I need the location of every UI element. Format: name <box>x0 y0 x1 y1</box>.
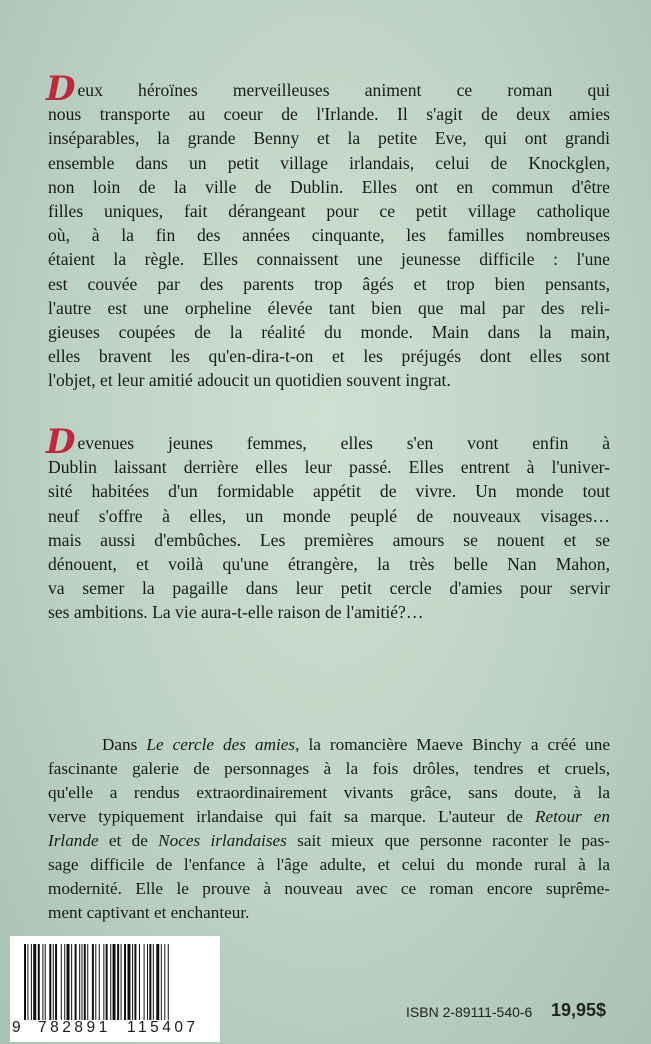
barcode-bar <box>79 944 80 1020</box>
paragraph-line: nous transporte au coeur de l'Irlande. Il s'agit de deux amies <box>48 104 610 125</box>
paragraph-line: gieuses coupées de la réalité du monde. Main dans la main, <box>48 322 610 343</box>
paragraph-line: non loin de la ville de Dublin. Elles ont en commun d'être <box>48 176 610 197</box>
paragraph-line <box>46 422 610 462</box>
line-text: evenues jeunes femmes, elles s'en vont enfin à <box>77 433 610 453</box>
paragraph-line <box>48 805 610 829</box>
barcode-bar <box>124 944 126 1020</box>
price-label: 19,95$ <box>551 1000 607 1020</box>
barcode-bar <box>31 944 32 1020</box>
paragraph-line: modernité. Elle le prouve à nouveau avec ce roman encore suprême- <box>48 879 610 898</box>
book-title: Noces irlandaises <box>158 831 287 850</box>
second-paragraph <box>46 422 610 625</box>
barcode-bar <box>113 944 116 1020</box>
line-text: et de <box>98 831 159 850</box>
paragraph-line: fascinante galerie de personnages à la fois drôles, tendres et cruels, <box>48 759 610 778</box>
paragraph-line: dénouent, et voilà qu'une étrangère, la très belle Nan Mahon, <box>48 554 610 575</box>
barcode-bar <box>61 944 62 1020</box>
paragraph-line: sage difficile de l'enfance à l'âge adulte, et celui du monde rural à la <box>48 855 610 874</box>
barcode-bar <box>121 944 122 1020</box>
paragraph-line: ment captivant et enchanteur. <box>48 903 250 922</box>
paragraph-line: inséparables, la grande Benny et la petite Eve, qui ont grandi <box>48 128 610 149</box>
line-text: eux héroïnes merveilleuses animent ce roman qui <box>77 80 610 100</box>
barcode-bar <box>84 944 86 1020</box>
barcode-bar <box>92 944 94 1020</box>
intro-paragraph <box>46 69 610 393</box>
barcode-bar <box>164 944 165 1020</box>
paragraph-line: sité habitées d'un formidable appétit de vivre. Un monde tout <box>48 481 610 502</box>
paragraph-line <box>48 733 610 757</box>
barcode-bar <box>134 944 136 1020</box>
barcode-bar <box>38 944 40 1020</box>
barcode-bar <box>82 944 83 1020</box>
barcode-bar <box>132 944 133 1020</box>
line-text: verve typiquement irlandaise qui fait sa marque. L'auteur de <box>48 807 535 826</box>
barcode-bar <box>110 944 111 1020</box>
barcode-bar <box>168 944 169 1020</box>
paragraph-line: neuf s'offre à elles, un monde peuplé de nouveaux visages… <box>48 505 610 526</box>
barcode-digits-right: 115407 <box>127 1019 199 1036</box>
barcode-bar <box>106 944 108 1020</box>
barcode-bar <box>103 944 104 1020</box>
paragraph-line <box>48 829 610 853</box>
line-text: Dans <box>102 735 147 754</box>
book-title: Irlande <box>48 831 99 850</box>
paragraph-line: l'autre est une orpheline élevée tant bien que mal par des reli- <box>48 297 610 318</box>
paragraph-line: étaient la règle. Elles connaissent une jeunesse difficile : l'une <box>48 249 610 270</box>
paragraph-line: elles bravent les qu'en-dira-t-on et les préjugés dont elles sont <box>48 346 610 367</box>
line-text: , la romancière Maeve Binchy a créé une <box>295 735 610 754</box>
paragraph-line: où, à la fin des années cinquante, les familles nombreuses <box>48 225 610 246</box>
paragraph-line: l'objet, et leur amitié adoucit un quotidien souvent ingrat. <box>48 370 451 391</box>
paragraph-line: filles uniques, fait dérangeant pour ce petit village catholique <box>48 201 610 222</box>
barcode-bar <box>149 944 151 1020</box>
paragraph-line: ses ambitions. La vie aura-t-elle raison de l'amitié?… <box>48 602 424 623</box>
barcode-bar <box>64 944 65 1020</box>
barcode-bar <box>49 944 51 1020</box>
barcode-bar <box>99 944 100 1020</box>
barcode-bar <box>27 944 28 1020</box>
barcode-bar <box>156 944 159 1020</box>
paragraph-line: qu'elle a rendus extraordinairement vivants grâce, sans doute, à la <box>48 783 610 802</box>
barcode-bar <box>161 944 162 1020</box>
barcode-bar <box>71 944 72 1020</box>
barcode-bar <box>24 944 26 1020</box>
barcode-bar <box>147 944 148 1020</box>
book-title: Retour en <box>534 807 610 826</box>
barcode-bar <box>144 944 145 1020</box>
paragraph-line: est couvée par des parents trop âgés et trop bien pensants, <box>48 273 610 294</box>
barcode-bar <box>139 944 140 1020</box>
barcode-bar <box>95 944 96 1020</box>
barcode-bar <box>55 944 57 1020</box>
barcode-bar <box>67 944 70 1020</box>
barcode-digits-left: 782891 <box>38 1019 111 1036</box>
barcode-bars <box>22 944 210 1024</box>
paragraph-line <box>46 69 610 109</box>
barcode-bar <box>45 944 46 1020</box>
paragraph-line: mais aussi d'embûches. Les premières amours se nouent et se <box>48 529 610 550</box>
drop-cap: D <box>46 422 76 462</box>
drop-cap: D <box>46 69 76 109</box>
isbn-number: ISBN 2-89111-540-6 <box>406 1004 533 1020</box>
barcode-digit-first: 9 <box>12 1019 21 1036</box>
barcode-bar <box>42 944 43 1020</box>
barcode-bar <box>53 944 54 1020</box>
line-text: sait mieux que personne raconter le pas- <box>286 831 610 850</box>
paragraph-line: va semer la pagaille dans leur petit cercle d'amies pour servir <box>48 578 610 599</box>
author-paragraph <box>48 733 610 925</box>
paragraph-line: Dublin laissant derrière elles leur passé. Elles entrent à l'univer- <box>48 457 610 478</box>
barcode-bar <box>153 944 154 1020</box>
barcode-bar <box>128 944 131 1020</box>
barcode <box>10 936 220 1042</box>
paragraph-line: ensemble dans un petit village irlandais, celui de Knockglen, <box>48 152 610 173</box>
barcode-bar <box>87 944 88 1020</box>
book-title: Le cercle des amies <box>146 735 296 754</box>
barcode-bar <box>33 944 36 1020</box>
barcode-bar <box>117 944 119 1020</box>
barcode-bar <box>75 944 77 1020</box>
